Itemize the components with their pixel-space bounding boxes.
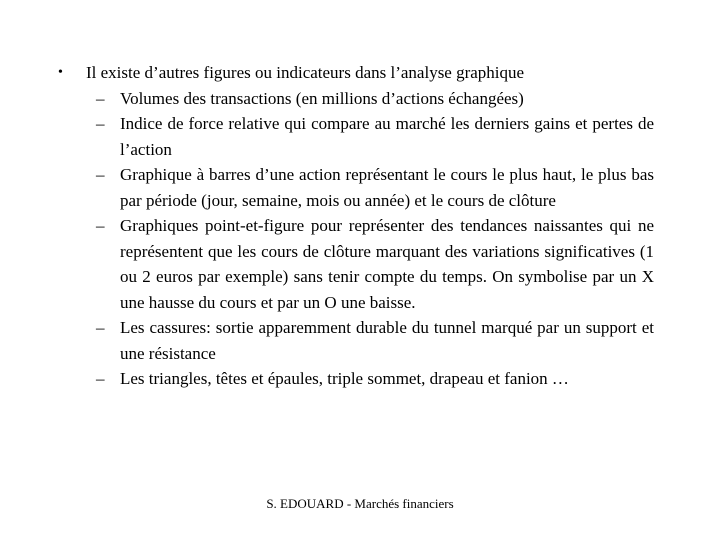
sub-bullet bbox=[96, 111, 654, 162]
sub-bullet-text: Les triangles, têtes et épaules, triple sommet, drapeau et fanion … bbox=[120, 369, 569, 388]
bullet-icon: • bbox=[58, 65, 63, 80]
sub-bullet-text: Graphiques point-et-figure pour représenter des tendances naissantes qui ne représentent que les cours de clôture marquant des variations significatives (1 ou 2 euros par exemple) sans tenir compte du temps. On symbolise par un X une hausse du cours et par un O une baisse. bbox=[120, 216, 654, 312]
sub-bullet bbox=[96, 315, 654, 366]
sub-bullet bbox=[96, 162, 654, 213]
sub-bullet-text: Les cassures: sortie apparemment durable du tunnel marqué par un support et une résistance bbox=[120, 318, 654, 363]
main-bullet bbox=[58, 60, 663, 86]
dash-icon: – bbox=[96, 369, 105, 388]
sub-bullet bbox=[96, 86, 654, 112]
sub-bullet-list bbox=[96, 86, 654, 392]
dash-icon: – bbox=[96, 216, 105, 235]
dash-icon: – bbox=[96, 88, 105, 108]
sub-bullet-text: Graphique à barres d’une action représentant le cours le plus haut, le plus bas par période (jour, semaine, mois ou année) et le cours de clôture bbox=[120, 165, 654, 210]
dash-icon: – bbox=[96, 318, 105, 337]
sub-bullet bbox=[96, 366, 654, 392]
slide-content bbox=[58, 60, 663, 392]
sub-bullet bbox=[96, 213, 654, 315]
sub-bullet-text: Volumes des transactions (en millions d’actions échangées) bbox=[120, 88, 524, 108]
dash-icon: – bbox=[96, 165, 105, 184]
slide-footer: S. EDOUARD - Marchés financiers bbox=[266, 496, 454, 511]
main-bullet-text: Il existe d’autres figures ou indicateurs dans l’analyse graphique bbox=[86, 63, 525, 82]
sub-bullet-text: Indice de force relative qui compare au marché les derniers gains et pertes de l’action bbox=[120, 114, 654, 159]
dash-icon: – bbox=[96, 114, 105, 133]
